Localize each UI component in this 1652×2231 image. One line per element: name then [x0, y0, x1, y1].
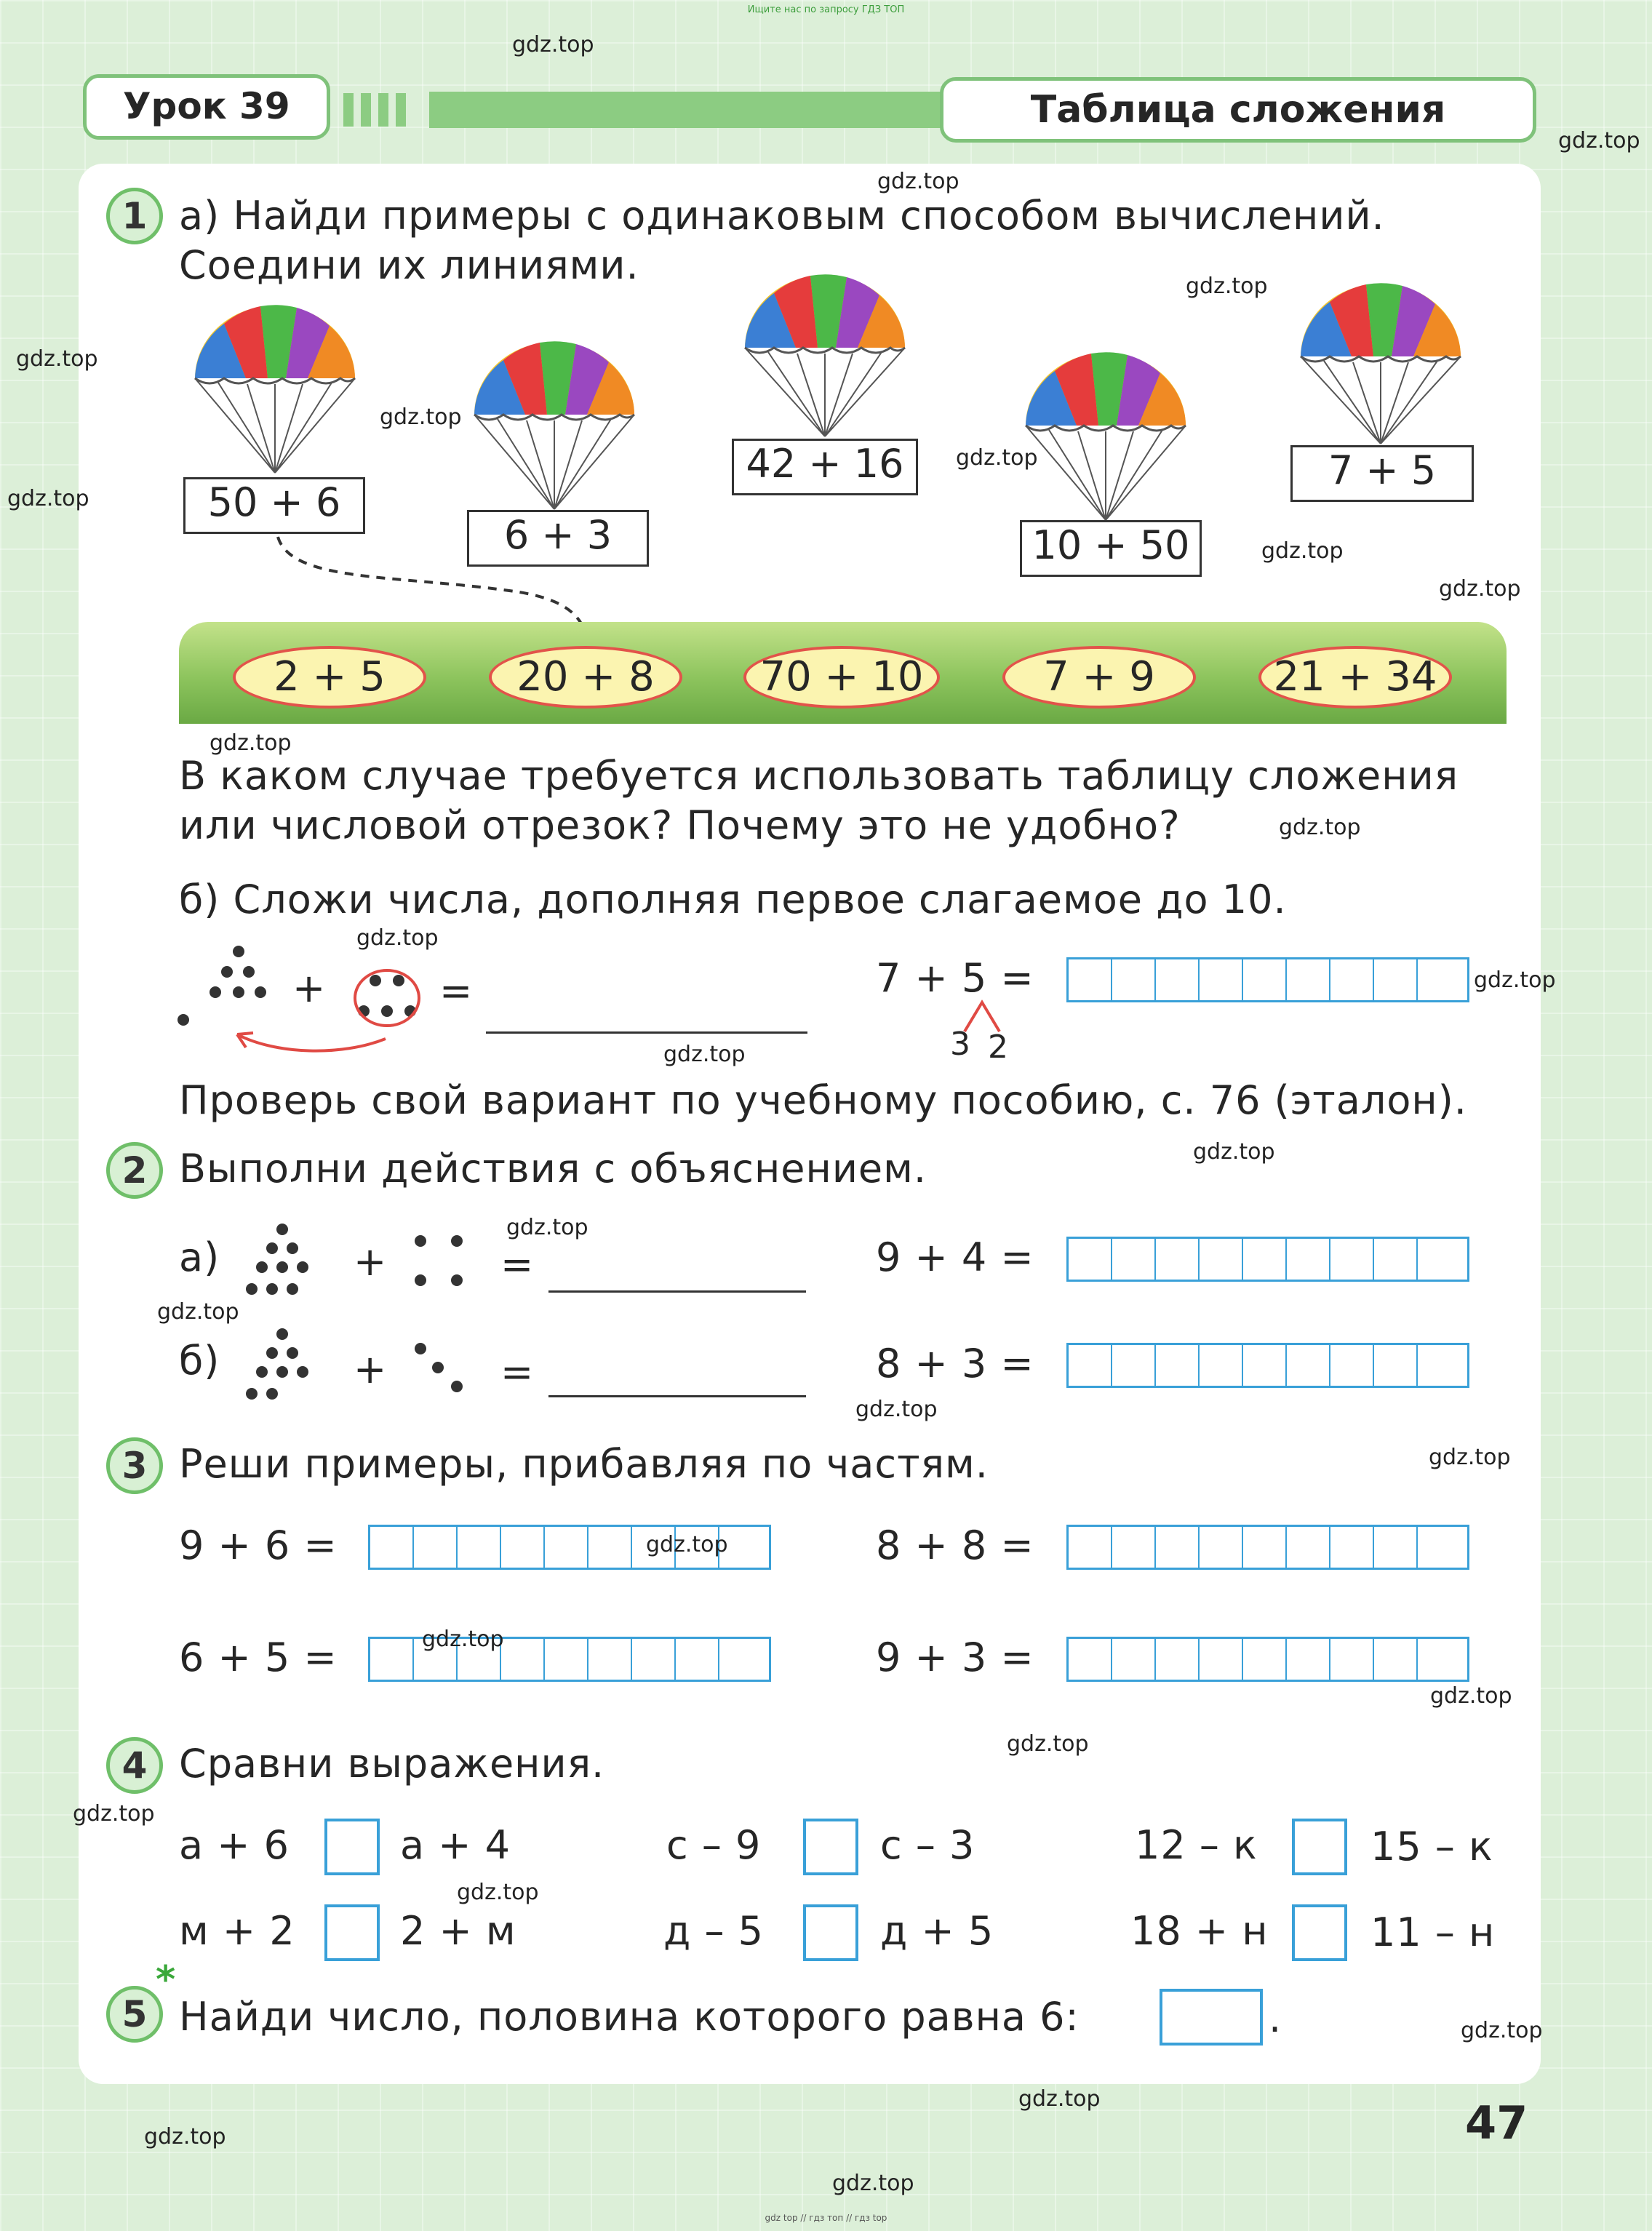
- compare-box-1[interactable]: [324, 1819, 380, 1875]
- task-5-text: Найди число, половина которого равна 6:: [179, 1994, 1080, 2040]
- task-2a-example: 9 + 4 =: [876, 1234, 1034, 1280]
- watermark: gdz.top: [157, 1299, 239, 1325]
- parachutes-illustration: [0, 0, 1652, 727]
- compare-5-right: д + 5: [880, 1908, 994, 1954]
- watermark: gdz.top: [73, 1801, 155, 1827]
- watermark: gdz.top: [877, 169, 959, 194]
- task-5-star: *: [156, 1958, 176, 2002]
- compare-4-right: 2 + м: [400, 1908, 516, 1954]
- split-part-left: 3: [950, 1026, 970, 1063]
- watermark: gdz.top: [855, 1397, 938, 1422]
- compare-1-right: а + 4: [400, 1822, 511, 1868]
- parachute-example-4: 10 + 50: [1020, 520, 1202, 577]
- lesson-label: Урок 39: [83, 74, 330, 140]
- watermark: gdz.top: [1439, 576, 1521, 602]
- task-4-text: Сравни выражения.: [179, 1741, 605, 1787]
- watermark: gdz.top: [1430, 1683, 1512, 1709]
- compare-4-left: м + 2: [179, 1908, 295, 1954]
- compare-3-left: 12 – к: [1135, 1822, 1258, 1868]
- task-2a-label: а): [179, 1234, 220, 1280]
- task-1b-equals: =: [439, 968, 474, 1014]
- page-title: Таблица сложения: [940, 77, 1536, 143]
- task-2b-example: 8 + 3 =: [876, 1341, 1034, 1386]
- compare-6-left: 18 + н: [1130, 1908, 1269, 1954]
- watermark: gdz.top: [832, 2171, 914, 2196]
- watermark: gdz.top: [144, 2124, 226, 2150]
- compare-2-right: с – 3: [880, 1822, 975, 1868]
- compare-1-left: а + 6: [179, 1822, 290, 1868]
- compare-6-right: 11 – н: [1370, 1909, 1496, 1955]
- watermark: gdz.top: [1558, 128, 1640, 153]
- task-1b-answer-line[interactable]: [486, 1031, 807, 1034]
- parachute-example-5: 7 + 5: [1290, 445, 1474, 502]
- oval-example-5: 21 + 34: [1258, 646, 1452, 709]
- watermark: gdz.top: [1429, 1445, 1511, 1470]
- watermark: gdz.top: [7, 486, 89, 511]
- task-3-text: Реши примеры, прибавляя по частям.: [179, 1441, 989, 1487]
- watermark: gdz.top: [646, 1532, 728, 1557]
- bottom-note: gdz top // гдз топ // гдз top: [765, 2213, 887, 2223]
- task-1-check-text: Проверь свой вариант по учебному пособию, с. 76 (эталон).: [179, 1077, 1467, 1123]
- compare-box-6[interactable]: [1292, 1904, 1347, 1961]
- parachute-5: [1301, 283, 1461, 444]
- task-1-question-line2: или числовой отрезок? Почему это не удобно?: [179, 802, 1181, 848]
- answer-cells-3-4[interactable]: [1066, 1637, 1469, 1682]
- watermark: gdz.top: [1186, 274, 1268, 299]
- answer-cells-3-2[interactable]: [1066, 1525, 1469, 1570]
- answer-cells-2b[interactable]: [1066, 1343, 1469, 1388]
- watermark: gdz.top: [1193, 1139, 1275, 1165]
- watermark: gdz.top: [380, 404, 462, 430]
- watermark: gdz.top: [16, 346, 98, 372]
- compare-2-left: с – 9: [666, 1822, 762, 1868]
- task-2b-answer-line[interactable]: [548, 1395, 806, 1397]
- task-1b-text: б) Сложи числа, дополняя первое слагаемое до 10.: [179, 877, 1287, 922]
- task-5-period: .: [1269, 1995, 1282, 2041]
- watermark: gdz.top: [1461, 2018, 1543, 2043]
- task-3-example-2: 8 + 8 =: [876, 1522, 1034, 1568]
- watermark: gdz.top: [422, 1627, 504, 1652]
- watermark: gdz.top: [956, 445, 1038, 471]
- task-1b-plus: +: [292, 965, 327, 1011]
- task-2-text: Выполни действия с объяснением.: [179, 1146, 927, 1192]
- watermark: gdz.top: [1279, 815, 1361, 840]
- oval-example-3: 70 + 10: [743, 646, 940, 709]
- task-1b-example: 7 + 5 =: [876, 955, 1034, 1001]
- compare-box-3[interactable]: [1292, 1819, 1347, 1875]
- watermark: gdz.top: [506, 1215, 588, 1240]
- task-3-number: 3: [106, 1437, 163, 1494]
- task-2b-plus: +: [354, 1346, 388, 1392]
- compare-5-left: д – 5: [663, 1908, 765, 1954]
- watermark: gdz.top: [210, 730, 292, 756]
- task-2b-label: б): [179, 1338, 220, 1384]
- parachute-example-2: 6 + 3: [467, 510, 649, 567]
- oval-example-1: 2 + 5: [233, 646, 426, 709]
- parachute-2: [474, 341, 634, 509]
- watermark: gdz.top: [1261, 538, 1344, 564]
- page-number: 47: [1465, 2096, 1528, 2150]
- task-1-number: 1: [106, 188, 163, 244]
- task-3-example-4: 9 + 3 =: [876, 1635, 1034, 1680]
- task-2b-equals: =: [500, 1349, 535, 1395]
- answer-cells-1b[interactable]: [1066, 957, 1469, 1002]
- parachute-example-1: 50 + 6: [183, 477, 365, 534]
- compare-box-5[interactable]: [803, 1904, 858, 1961]
- task-2-number: 2: [106, 1142, 163, 1199]
- parachute-4: [1026, 352, 1186, 520]
- task-5-number: 5: [106, 1986, 163, 2043]
- parachute-3: [745, 274, 905, 436]
- watermark: gdz.top: [1018, 2086, 1101, 2112]
- watermark: gdz.top: [512, 32, 594, 57]
- watermark: gdz.top: [457, 1880, 539, 1905]
- parachute-example-3: 42 + 16: [732, 439, 918, 495]
- watermark: gdz.top: [356, 925, 439, 951]
- task-1-question-line1: В каком случае требуется использовать таблицу сложения: [179, 753, 1459, 799]
- task-5-answer-box[interactable]: [1160, 1989, 1263, 2046]
- compare-box-4[interactable]: [324, 1904, 380, 1961]
- task-3-example-3: 6 + 5 =: [179, 1635, 338, 1680]
- compare-3-right: 15 – к: [1370, 1824, 1493, 1869]
- parachute-1: [195, 305, 355, 473]
- watermark: gdz.top: [663, 1042, 746, 1067]
- task-2a-equals: =: [500, 1242, 535, 1288]
- compare-box-2[interactable]: [803, 1819, 858, 1875]
- split-part-right: 2: [988, 1029, 1008, 1066]
- task-2a-plus: +: [354, 1239, 388, 1285]
- task-1a-text-line2: Соедини их линиями.: [179, 242, 639, 288]
- task-1a-text-line1: а) Найди примеры с одинаковым способом вычислений.: [179, 193, 1385, 239]
- task-4-number: 4: [106, 1737, 163, 1794]
- watermark: gdz.top: [1474, 967, 1556, 993]
- task-3-example-1: 9 + 6 =: [179, 1522, 338, 1568]
- answer-cells-2a[interactable]: [1066, 1237, 1469, 1282]
- oval-example-4: 7 + 9: [1002, 646, 1196, 709]
- watermark: gdz.top: [1007, 1731, 1089, 1757]
- oval-example-2: 20 + 8: [489, 646, 682, 709]
- task-2a-answer-line[interactable]: [548, 1290, 806, 1293]
- top-note: Ищите нас по запросу ГДЗ ТОП: [747, 4, 905, 15]
